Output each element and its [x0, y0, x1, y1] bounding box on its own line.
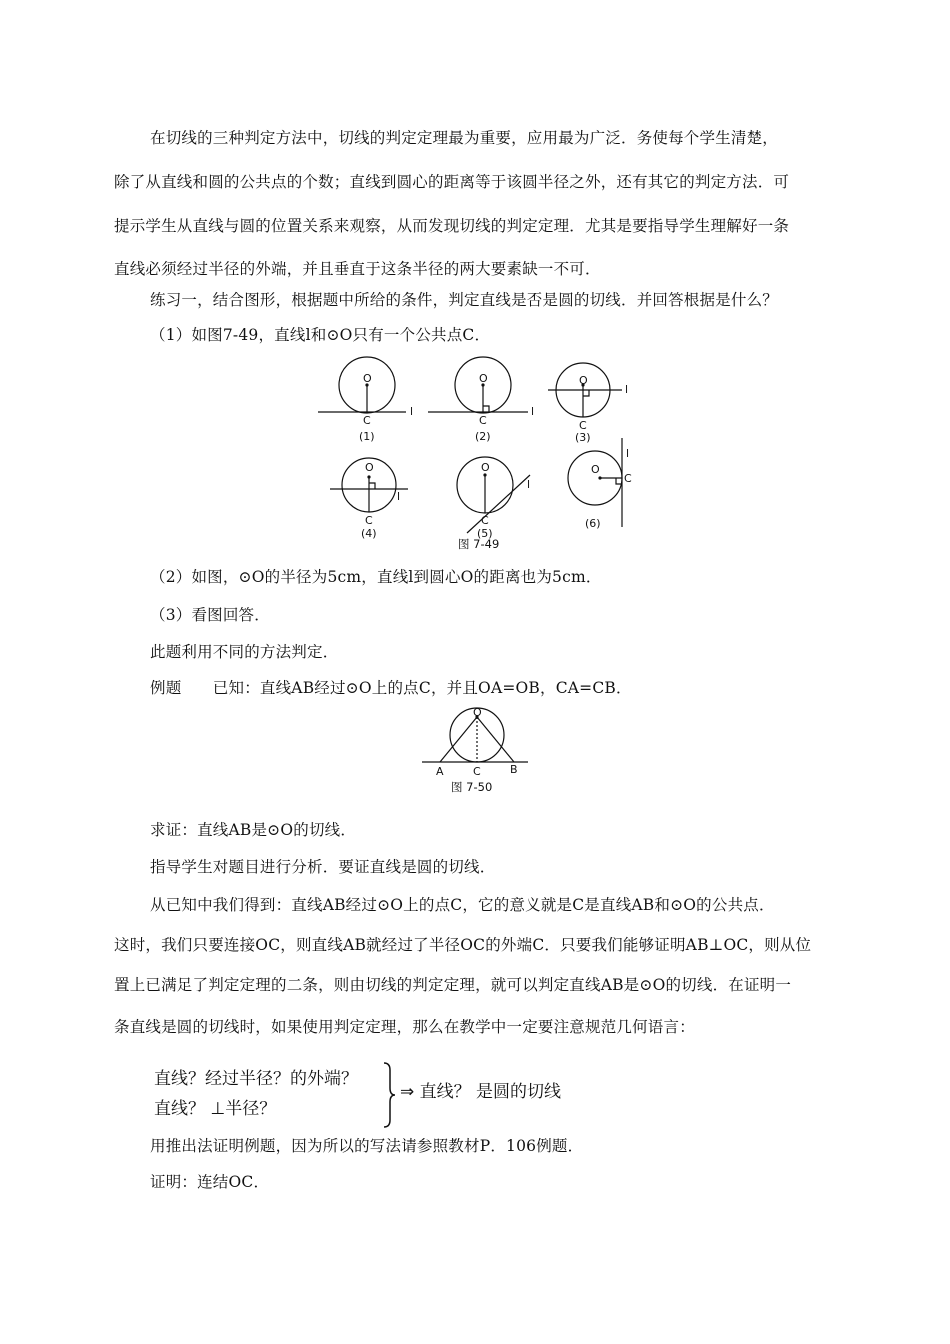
- paragraph: 练习一，结合图形，根据题中所给的条件，判定直线是否是圆的切线．并回答根据是什么？: [150, 291, 779, 309]
- label-c: C: [363, 414, 371, 427]
- label-o: O: [365, 461, 374, 474]
- paragraph: （1）如图7-49，直线l和⊙O只有一个公共点C．: [150, 326, 491, 344]
- paragraph: 指导学生对题目进行分析．要证直线是圆的切线．: [150, 858, 496, 876]
- paragraph: 用推出法证明例题，因为所以的写法请参照教材P．106例题．: [150, 1137, 584, 1155]
- label-l: l: [527, 478, 531, 491]
- label-o: O: [481, 461, 490, 474]
- label-c: C: [473, 765, 481, 778]
- label-n6: (6): [585, 517, 601, 530]
- formula-line-1: 直线？经过半径？的外端？: [154, 1069, 358, 1089]
- figure-7-49: [310, 355, 650, 555]
- paragraph: （3）看图回答．: [150, 606, 270, 624]
- right-brace-icon: [380, 1060, 398, 1130]
- label-c: C: [479, 414, 487, 427]
- label-l: l: [626, 447, 630, 460]
- paragraph: 例题 已知：直线AB经过⊙O上的点C，并且OA=OB，CA=CB．: [150, 679, 632, 697]
- label-l: l: [397, 490, 401, 503]
- paragraph: （2）如图，⊙O的半径为5cm，直线l到圆心O的距离也为5cm．: [150, 568, 602, 586]
- formula-conclusion: ⇒ 直线？ 是圆的切线: [400, 1082, 562, 1102]
- label-n4: (4): [361, 527, 377, 540]
- paragraph: 从已知中我们得到：直线AB经过⊙O上的点C，它的意义就是C是直线AB和⊙O的公共点．: [150, 896, 775, 914]
- label-l: l: [531, 405, 535, 418]
- figure-caption: 图 7-49: [458, 537, 500, 551]
- label-l: l: [625, 383, 629, 396]
- formula-line-2: 直线？ ⊥半径？: [154, 1099, 277, 1119]
- paragraph: 条直线是圆的切线时，如果使用判定定理，那么在教学中一定要注意规范几何语言：: [114, 1018, 695, 1036]
- paragraph: 这时，我们只要连接OC，则直线AB就经过了半径OC的外端C．只要我们能够证明AB⊥OC，则从位: [114, 936, 812, 954]
- label-o: O: [479, 372, 488, 385]
- label-c: C: [481, 514, 489, 527]
- label-o: O: [579, 374, 588, 387]
- label-n5: (5): [477, 527, 493, 540]
- figure-7-50: [418, 705, 538, 797]
- label-n1: (1): [359, 430, 375, 443]
- label-o: O: [473, 706, 482, 719]
- paragraph: 除了从直线和圆的公共点的个数；直线到圆心的距离等于该圆半径之外，还有其它的判定方法．可: [114, 173, 790, 191]
- label-c: C: [365, 514, 373, 527]
- label-l: l: [410, 405, 414, 418]
- label-c: C: [579, 419, 587, 432]
- paragraph: 求证：直线AB是⊙O的切线．: [150, 821, 357, 839]
- label-c: C: [624, 472, 632, 485]
- paragraph: 此题利用不同的方法判定．: [150, 643, 339, 661]
- geometry-formula: [148, 1060, 598, 1130]
- paragraph: 直线必须经过半径的外端，并且垂直于这条半径的两大要素缺一不可．: [114, 260, 601, 278]
- label-n3: (3): [575, 431, 591, 444]
- paragraph: 在切线的三种判定方法中，切线的判定定理最为重要，应用最为广泛．务使每个学生清楚，: [150, 129, 779, 147]
- label-a: A: [436, 765, 444, 778]
- paragraph: 提示学生从直线与圆的位置关系来观察，从而发现切线的判定定理．尤其是要指导学生理解好一条: [114, 217, 790, 235]
- label-o: O: [363, 372, 372, 385]
- figure-caption: 图 7-50: [451, 780, 493, 794]
- label-n2: (2): [475, 430, 491, 443]
- paragraph: 置上已满足了判定定理的二条，则由切线的判定定理，就可以判定直线AB是⊙O的切线．在证明一: [114, 976, 792, 994]
- paragraph: 证明：连结OC．: [150, 1173, 270, 1191]
- label-b: B: [510, 763, 518, 776]
- label-o: O: [591, 463, 600, 476]
